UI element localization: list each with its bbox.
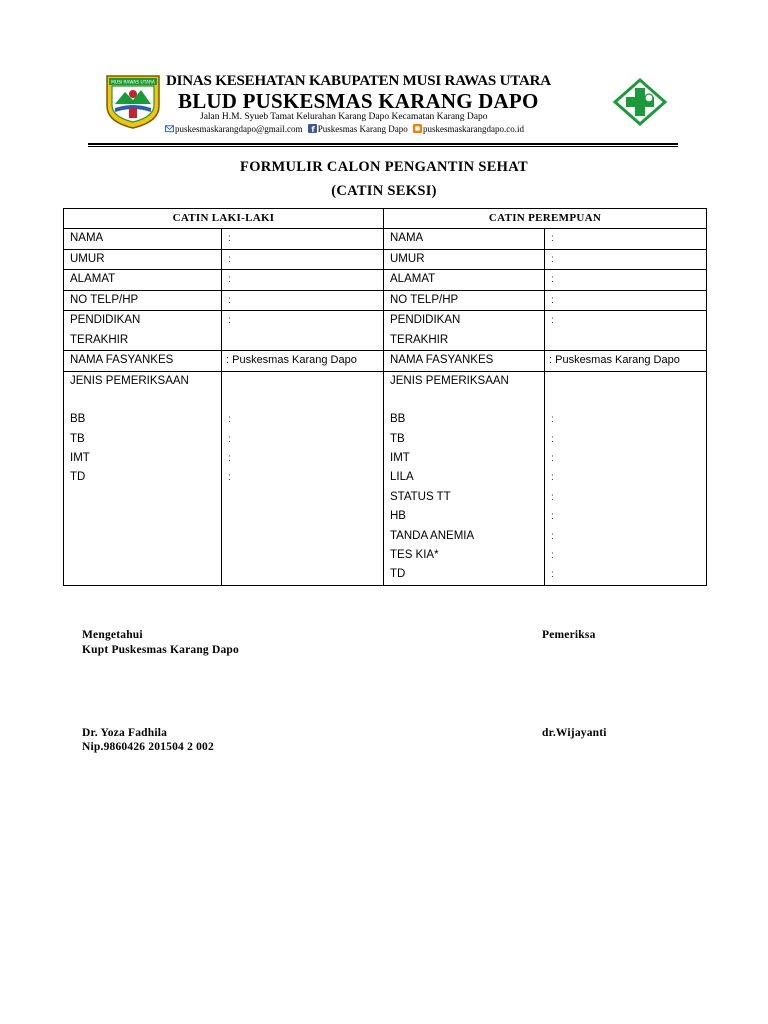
table-row xyxy=(64,290,707,311)
table-row xyxy=(64,351,707,372)
female-exam-values[interactable]: : : : : : : : : : xyxy=(545,371,707,585)
male-name-value[interactable]: : xyxy=(222,229,384,250)
male-education-value[interactable]: : xyxy=(222,311,384,351)
male-facility-label: NAMA FASYANKES xyxy=(64,351,222,372)
table-row xyxy=(64,270,707,291)
head-title: Kupt Puskesmas Karang Dapo xyxy=(82,644,239,656)
female-age-value[interactable]: : xyxy=(545,249,707,270)
exam-item: STATUS TT xyxy=(390,490,451,503)
examiner-name: dr.Wijayanti xyxy=(542,727,607,739)
male-education-label: PENDIDIKAN TERAKHIR xyxy=(64,311,222,351)
acknowledged-label: Mengetahui xyxy=(82,629,143,641)
male-phone-value[interactable]: : xyxy=(222,290,384,311)
male-age-value[interactable]: : xyxy=(222,249,384,270)
female-name-label: NAMA xyxy=(384,229,545,250)
male-exam-type-label: JENIS PEMERIKSAAN xyxy=(70,374,189,387)
male-name-label: NAMA xyxy=(64,229,222,250)
head-name: Dr. Yoza Fadhila xyxy=(82,727,168,739)
puskesmas-logo xyxy=(611,78,669,126)
form-subtitle: (CATIN SEKSI) xyxy=(331,183,437,199)
exam-item: LILA xyxy=(390,471,414,484)
male-facility-value: : Puskesmas Karang Dapo xyxy=(222,351,384,372)
exam-item: IMT xyxy=(390,452,410,465)
exam-item: BB xyxy=(70,413,86,426)
female-age-label: UMUR xyxy=(384,249,545,270)
table-row xyxy=(64,229,707,250)
exam-item: IMT xyxy=(70,452,90,465)
table-row xyxy=(64,311,707,351)
address: Jalan H.M. Syueb Tamat Kelurahan Karang Dapo Kecamatan Karang Dapo xyxy=(200,112,488,122)
male-address-value[interactable]: : xyxy=(222,270,384,291)
male-phone-label: NO TELP/HP xyxy=(64,290,222,311)
facebook-icon xyxy=(308,124,317,133)
exam-item: TANDA ANEMIA xyxy=(390,529,475,542)
exam-item: TB xyxy=(390,432,405,445)
letterhead-rule-thin xyxy=(88,146,678,147)
regency-logo xyxy=(103,72,163,130)
female-address-label: ALAMAT xyxy=(384,270,545,291)
exam-item: TES KIA* xyxy=(390,549,439,562)
female-phone-value[interactable]: : xyxy=(545,290,707,311)
table-row xyxy=(64,249,707,270)
svg-text:f: f xyxy=(311,124,315,133)
website-link[interactable]: puskesmaskarangdapo.co.id xyxy=(423,124,524,134)
logo-text: MUSI RAWAS UTARA xyxy=(111,80,155,86)
head-nip: Nip.9860426 201504 2 002 xyxy=(82,741,214,753)
form-title: FORMULIR CALON PENGANTIN SEHAT xyxy=(240,159,528,175)
female-education-label: PENDIDIKAN TERAKHIR xyxy=(384,311,545,351)
female-phone-label: NO TELP/HP xyxy=(384,290,545,311)
contact-line xyxy=(162,124,602,134)
table-row xyxy=(64,371,707,585)
exam-item: TB xyxy=(70,432,85,445)
bride-groom-form-table xyxy=(63,208,707,586)
female-name-value[interactable]: : xyxy=(545,229,707,250)
female-education-value[interactable]: : xyxy=(545,311,707,351)
female-header: CATIN PEREMPUAN xyxy=(384,209,707,229)
email-link[interactable]: puskesmaskarangdapo@gmail.com xyxy=(175,124,303,134)
male-header: CATIN LAKI-LAKI xyxy=(64,209,384,229)
male-age-label: UMUR xyxy=(64,249,222,270)
facebook-link[interactable]: Puskesmas Karang Dapo xyxy=(317,124,408,134)
female-address-value[interactable]: : xyxy=(545,270,707,291)
male-address-label: ALAMAT xyxy=(64,270,222,291)
female-exam-type-label: JENIS PEMERIKSAAN xyxy=(390,374,509,387)
letterhead-rule xyxy=(88,143,678,145)
exam-item: TD xyxy=(70,471,86,484)
male-exam-list xyxy=(64,371,222,585)
exam-item: BB xyxy=(390,413,406,426)
male-exam-values[interactable]: : : : : xyxy=(222,371,384,585)
female-exam-list xyxy=(384,371,545,585)
blog-icon xyxy=(413,124,422,133)
email-icon xyxy=(165,124,174,133)
institution-name: BLUD PUSKESMAS KARANG DAPO xyxy=(178,89,539,113)
examiner-label: Pemeriksa xyxy=(542,629,596,641)
female-facility-label: NAMA FASYANKES xyxy=(384,351,545,372)
exam-item: TD xyxy=(390,568,406,581)
female-facility-value: : Puskesmas Karang Dapo xyxy=(545,351,707,372)
exam-item: HB xyxy=(390,510,406,523)
agency-name: DINAS KESEHATAN KABUPATEN MUSI RAWAS UTARA xyxy=(166,73,551,89)
